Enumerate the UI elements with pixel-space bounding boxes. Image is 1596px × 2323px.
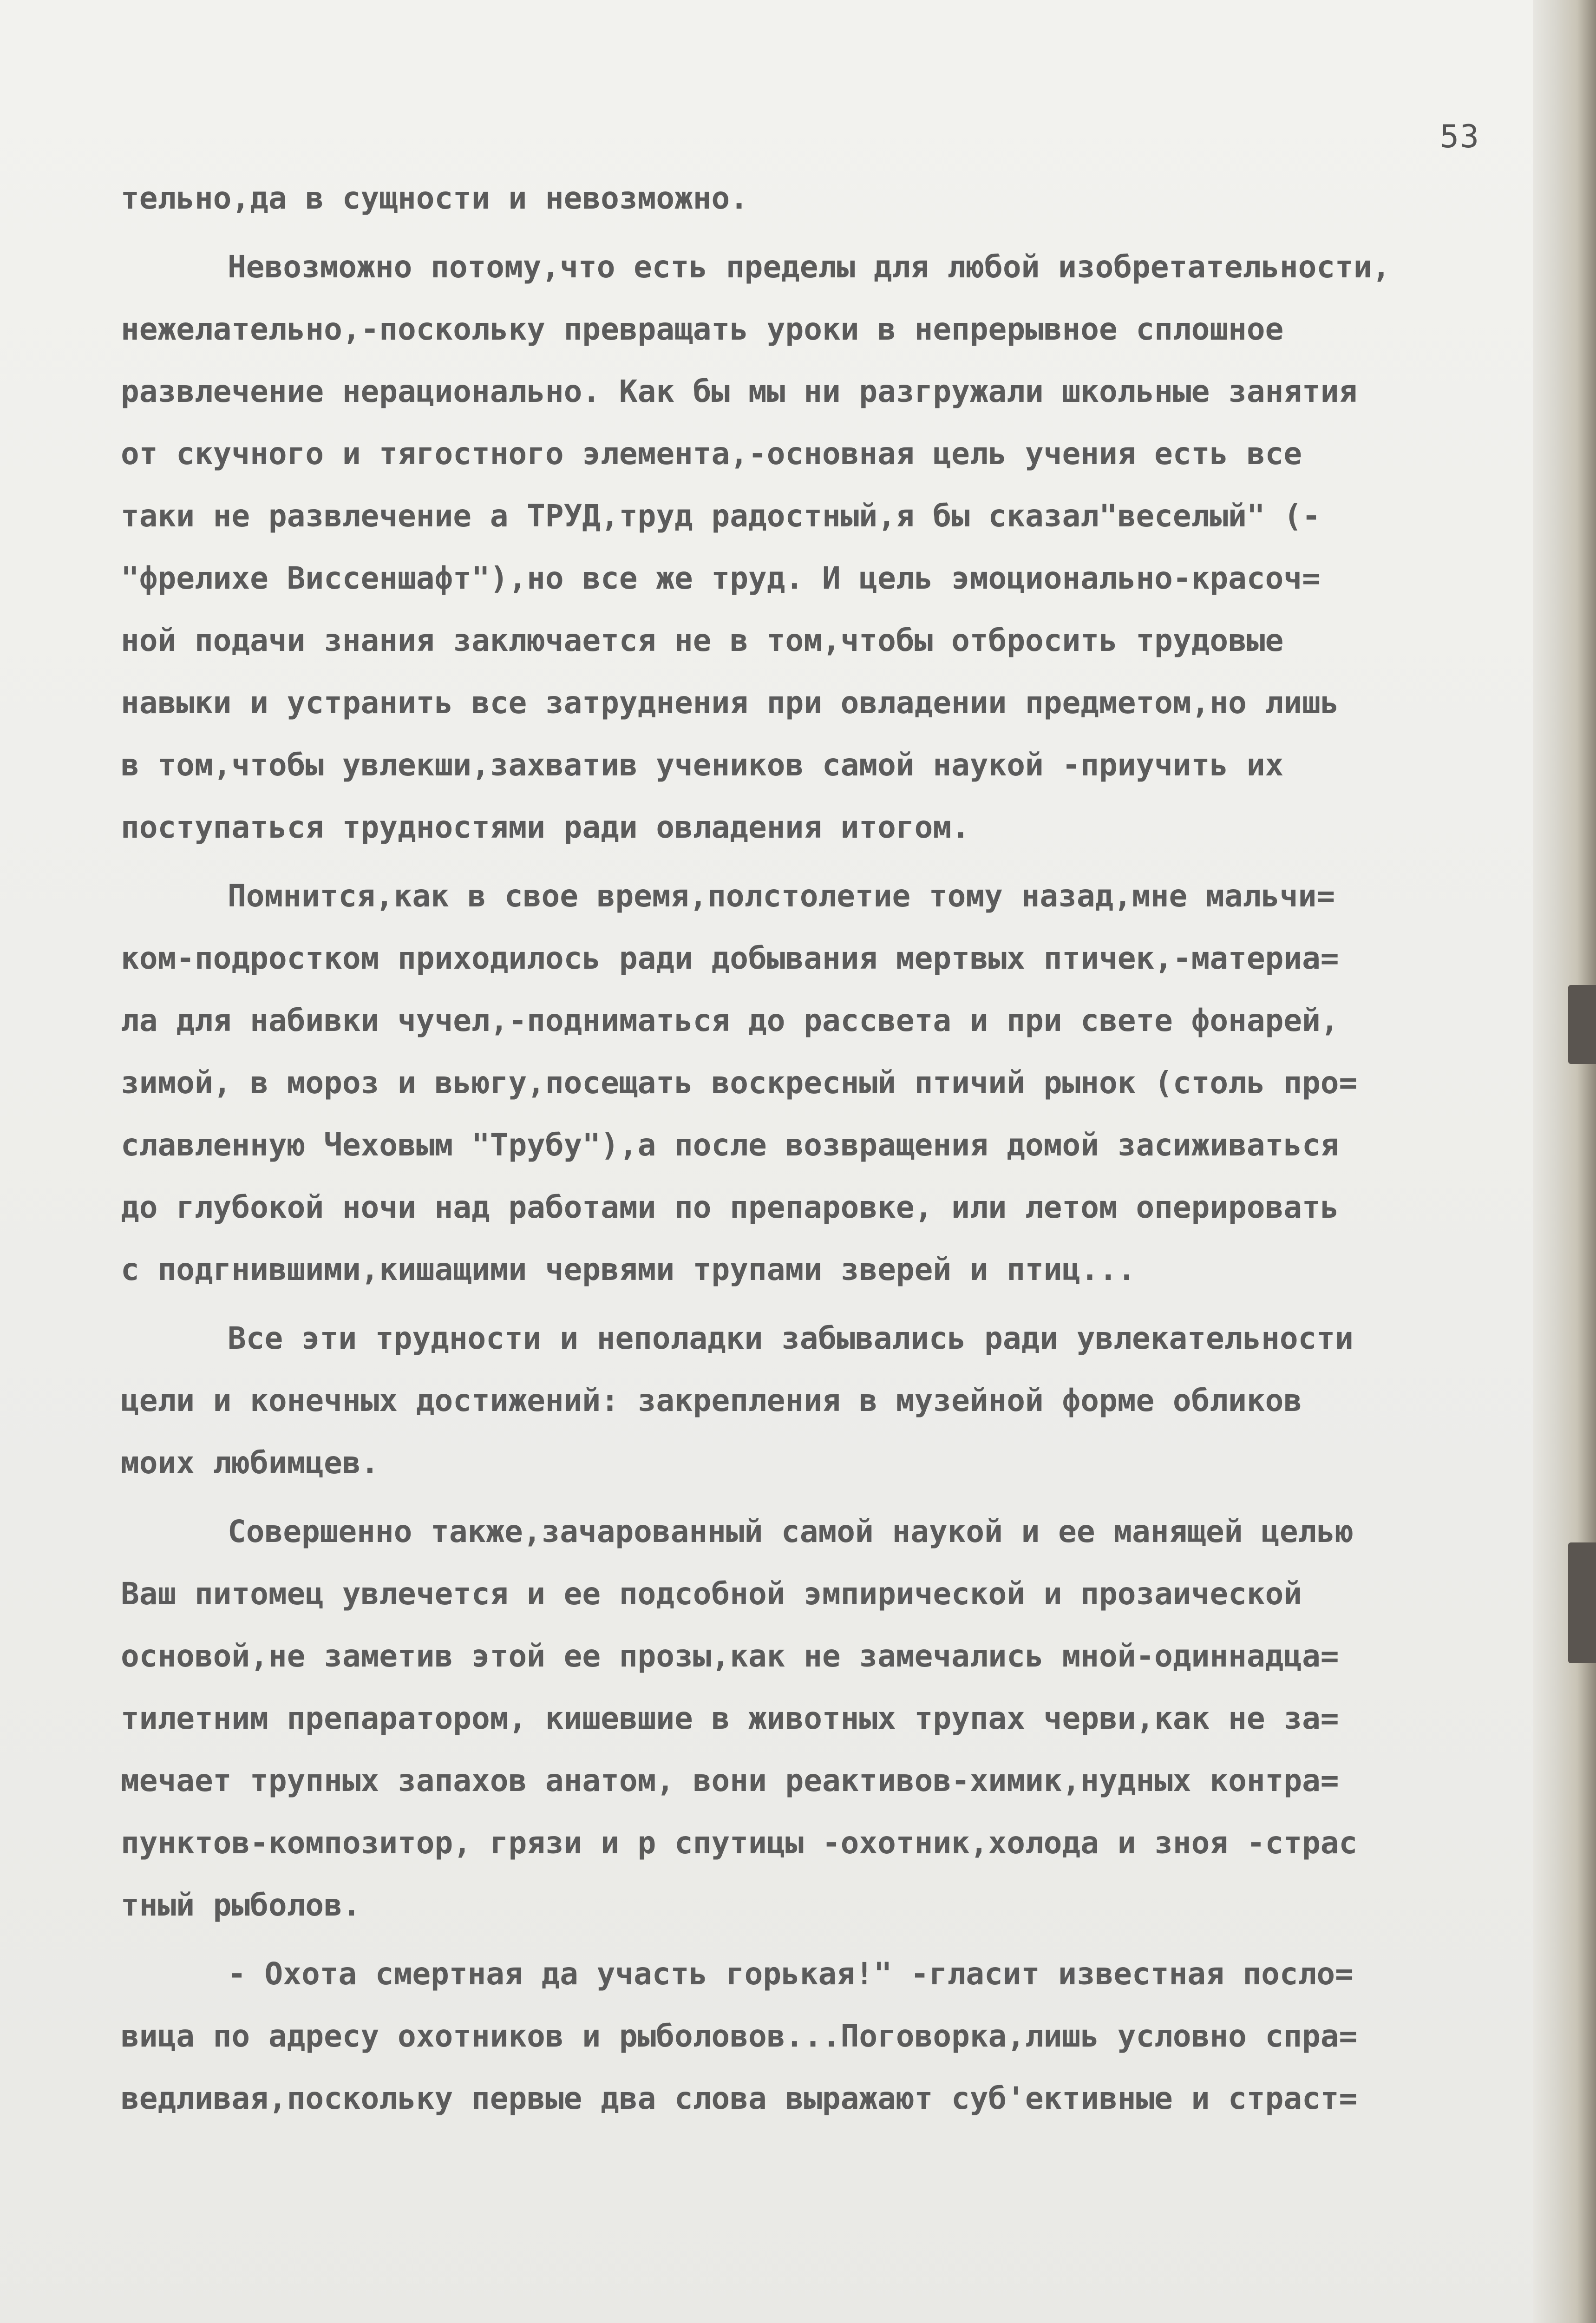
text-line: ной подачи знания заключается не в том,чтобы отбросить трудовые (121, 623, 1284, 658)
binding-tab (1568, 1542, 1596, 1663)
text-line: вица по адресу охотников и рыболовов...Поговорка,лишь условно спра= (121, 2018, 1358, 2054)
text-line: с подгнившими,кишащими червями трупами зверей и птиц... (121, 1252, 1136, 1287)
paragraph-start-line: Невозможно потому,что есть пределы для любой изобретательности, (228, 249, 1391, 285)
text-line: основой,не заметив этой ее прозы,как не замечались мной-одиннадца= (121, 1638, 1339, 1674)
page-number: 53 (1440, 118, 1480, 155)
text-line: таки не развлечение а ТРУД,труд радостный,я бы сказал"веселый" (- (121, 498, 1321, 534)
text-line: пунктов-композитор, грязи и р спутицы -охотник,холода и зноя -страс (121, 1825, 1358, 1861)
text-line: тилетним препаратором, кишевшие в животных трупах черви,как не за= (121, 1700, 1339, 1736)
text-line: тный рыболов. (121, 1887, 361, 1923)
typed-text-body (121, 167, 1505, 2130)
text-line: развлечение нерационально. Как бы мы ни разгружали школьные занятия (121, 374, 1358, 409)
paragraph-start-line: Совершенно также,зачарованный самой наукой и ее манящей целью (228, 1514, 1354, 1549)
text-line: ла для набивки чучел,-подниматься до рассвета и при свете фонарей, (121, 1003, 1339, 1038)
text-line: моих любимцев. (121, 1445, 379, 1481)
text-line: Ваш питомец увлечется и ее подсобной эмпирической и прозаической (121, 1576, 1302, 1612)
text-line: от скучного и тягостного элемента,-основная цель учения есть все (121, 436, 1302, 472)
text-line: цели и конечных достижений: закрепления в музейной форме обликов (121, 1383, 1302, 1418)
paragraph-start-line: - Охота смертная да участь горькая!" -гласит известная посло= (228, 1956, 1354, 1992)
text-line: мечает трупных запахов анатом, вони реактивов-химик,нудных контра= (121, 1763, 1339, 1798)
text-line: навыки и устранить все затруднения при овладении предметом,но лишь (121, 685, 1339, 721)
text-line: до глубокой ночи над работами по препаровке, или летом оперировать (121, 1189, 1339, 1225)
binding-tab (1568, 985, 1596, 1064)
text-line: "фрелихе Виссеншафт"),но все же труд. И цель эмоционально-красоч= (121, 560, 1321, 596)
paragraph-start-line: Все эти трудности и неполадки забывались ради увлекательности (228, 1320, 1354, 1356)
text-line: зимой, в мороз и вьюгу,посещать воскресный птичий рынок (столь про= (121, 1065, 1358, 1101)
text-line: нежелательно,-поскольку превращать уроки в непрерывное сплошное (121, 311, 1284, 347)
paragraph-start-line: Помнится,как в свое время,полстолетие тому назад,мне мальчи= (228, 878, 1335, 914)
text-line: ведливая,поскольку первые два слова выражают суб'ективные и страст= (121, 2080, 1358, 2116)
text-line: в том,чтобы увлекши,захватив учеников самой наукой -приучить их (121, 747, 1284, 783)
text-line: поступаться трудностями ради овладения итогом. (121, 809, 970, 845)
text-line: славленную Чеховым "Трубу"),а после возвращения домой засиживаться (121, 1127, 1339, 1163)
page-edge (1533, 0, 1596, 2323)
text-line: тельно,да в сущности и невозможно. (121, 180, 749, 216)
text-line: ком-подростком приходилось ради добывания мертвых птичек,-материа= (121, 940, 1339, 976)
